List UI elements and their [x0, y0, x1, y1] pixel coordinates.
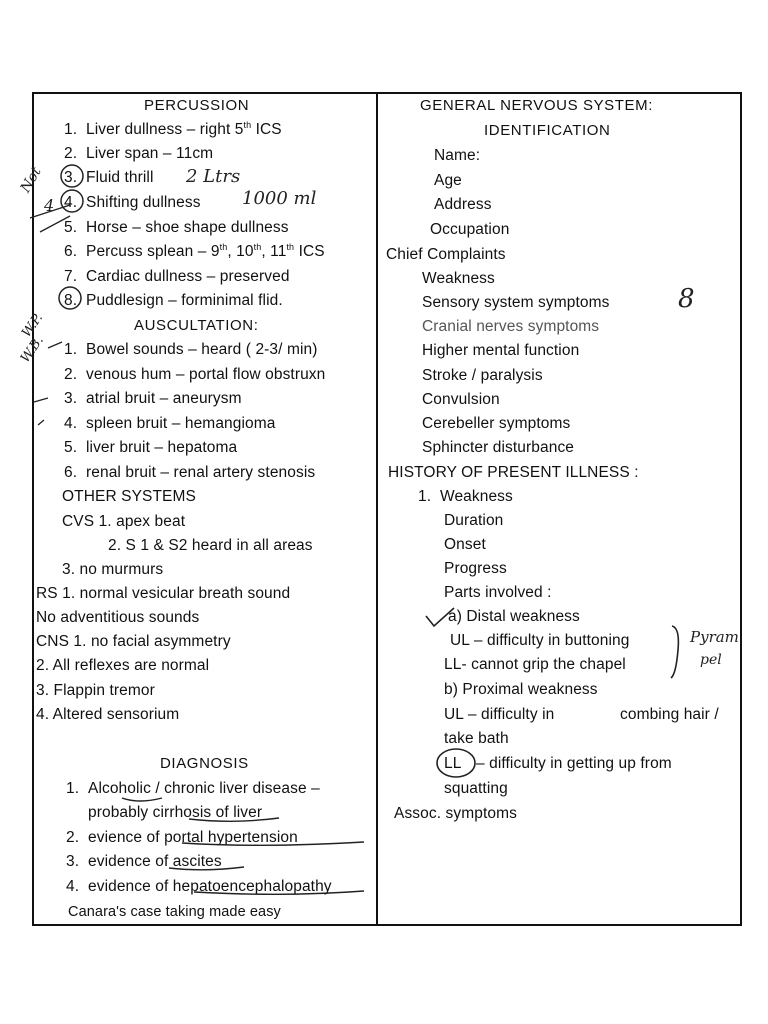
handwritten-side-note-2: 4	[44, 196, 55, 215]
other-systems-line-8: 3. Flappin tremor	[36, 682, 155, 699]
complaint-2: Sensory system symptoms	[422, 294, 610, 311]
other-systems-line-6: CNS 1. no facial asymmetry	[36, 633, 231, 650]
percussion-item-1: 1. Liver dullness – right 5th ICS	[64, 119, 282, 138]
complaint-4: Higher mental function	[422, 342, 580, 359]
percussion-item-4: 4. Shifting dullness	[64, 194, 201, 211]
complaint-3: Cranial nerves symptoms	[422, 318, 600, 335]
hpi-heading: HISTORY OF PRESENT ILLNESS :	[388, 464, 639, 481]
other-systems-line-7: 2. All reflexes are normal	[36, 657, 210, 674]
complaint-5: Stroke / paralysis	[422, 367, 543, 384]
percussion-heading: PERCUSSION	[144, 97, 250, 114]
hpi-duration: Duration	[444, 512, 504, 529]
diagnosis-heading: DIAGNOSIS	[160, 755, 249, 772]
hpi-proximal-ll: LL	[444, 755, 462, 772]
diagnosis-item-1: 1. Alcoholic / chronic liver disease –	[66, 780, 320, 797]
chief-complaints-heading: Chief Complaints	[386, 246, 506, 263]
auscultation-item-5: 5. liver bruit – hepatoma	[64, 439, 238, 456]
hpi-progress: Progress	[444, 560, 507, 577]
hpi-proximal-ul-1: UL – difficulty in	[444, 706, 555, 723]
handwritten-pyramidal-note-1: Pyram	[690, 628, 739, 646]
footer-source: Canara's case taking made easy	[68, 904, 281, 920]
hpi-proximal: b) Proximal weakness	[444, 681, 598, 698]
complaint-6: Convulsion	[422, 391, 500, 408]
hpi-weakness: 1. Weakness	[418, 488, 513, 505]
complaint-8: Sphincter disturbance	[422, 439, 575, 456]
identification-occupation: Occupation	[430, 221, 510, 238]
other-systems-line-2: 2. S 1 & S2 heard in all areas	[108, 537, 313, 554]
hpi-distal: a) Distal weakness	[448, 608, 580, 625]
identification-heading: IDENTIFICATION	[484, 122, 611, 139]
auscultation-item-4: 4. spleen bruit – hemangioma	[64, 415, 276, 432]
auscultation-item-1: 1. Bowel sounds – heard ( 2-3/ min)	[64, 341, 318, 358]
identification-name: Name:	[434, 147, 481, 164]
handwritten-side-note-4: W.B.	[18, 333, 47, 366]
hpi-parts-involved: Parts involved :	[444, 584, 552, 601]
handwritten-fluid-note: 2 Ltrs	[186, 166, 241, 187]
other-systems-line-4: RS 1. normal vesicular breath sound	[36, 585, 291, 602]
percussion-item-3: 3. Fluid thrill	[64, 169, 154, 186]
percussion-item-6: 6. Percuss splean – 9th, 10th, 11th ICS	[64, 241, 325, 260]
other-systems-line-1: CVS 1. apex beat	[62, 513, 186, 530]
hpi-proximal-ul-2: combing hair /	[620, 706, 719, 723]
identification-address: Address	[434, 196, 492, 213]
other-systems-heading: OTHER SYSTEMS	[62, 488, 196, 505]
percussion-item-8: 8. Puddlesign – forminimal flid.	[64, 292, 283, 309]
percussion-item-2: 2. Liver span – 11cm	[64, 145, 214, 162]
assoc-symptoms: Assoc. symptoms	[394, 805, 517, 822]
hpi-distal-ll: LL- cannot grip the chapel	[444, 656, 626, 673]
hpi-proximal-ll-2: squatting	[444, 780, 508, 797]
auscultation-item-3: 3. atrial bruit – aneurysm	[64, 390, 242, 407]
auscultation-item-6: 6. renal bruit – renal artery stenosis	[64, 464, 316, 481]
auscultation-heading: AUSCULTATION:	[134, 317, 259, 334]
auscultation-item-2: 2. venous hum – portal flow obstruxn	[64, 366, 326, 383]
diagnosis-item-1-cont: probably cirrhosis of liver	[88, 804, 263, 821]
diagnosis-item-3: 3. evidence of ascites	[66, 853, 222, 870]
handwritten-side-note-3: W.P.	[19, 310, 47, 341]
diagnosis-item-4: 4. evidence of hepatoencephalopathy	[66, 878, 332, 895]
other-systems-line-5: No adventitious sounds	[36, 609, 200, 626]
hpi-distal-ul: UL – difficulty in buttoning	[450, 632, 630, 649]
identification-age: Age	[434, 172, 462, 189]
percussion-item-7: 7. Cardiac dullness – preserved	[64, 268, 290, 285]
handwritten-sensory-note: 8	[678, 284, 695, 314]
hpi-proximal-ll-1: – difficulty in getting up from	[476, 755, 672, 772]
hpi-onset: Onset	[444, 536, 486, 553]
handwritten-shifting-note: 1000 ml	[242, 188, 317, 209]
complaint-7: Cerebeller symptoms	[422, 415, 571, 432]
diagnosis-item-2: 2. evience of portal hypertension	[66, 829, 298, 846]
handwritten-pyramidal-note-2: pel	[700, 652, 722, 668]
hpi-proximal-ul-3: take bath	[444, 730, 509, 747]
other-systems-line-3: 3. no murmurs	[62, 561, 164, 578]
gns-heading: GENERAL NERVOUS SYSTEM:	[420, 97, 654, 114]
other-systems-line-9: 4. Altered sensorium	[36, 706, 180, 723]
complaint-1: Weakness	[422, 270, 495, 287]
percussion-item-5: 5. Horse – shoe shape dullness	[64, 219, 289, 236]
handwritten-side-note-1: Not	[17, 164, 45, 196]
